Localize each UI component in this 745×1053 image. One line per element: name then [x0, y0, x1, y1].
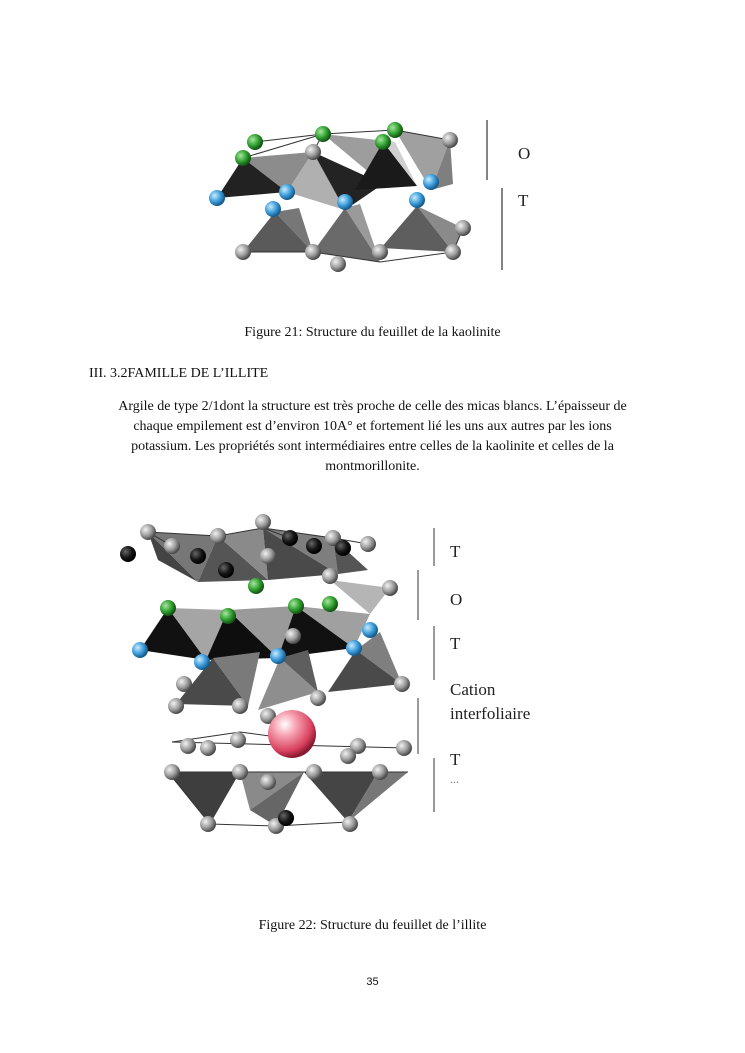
kaolinite-structure-figure	[195, 112, 545, 277]
label-continuation: ...	[450, 772, 459, 786]
label-t-bottom: T	[450, 750, 461, 769]
figure-21-caption: Figure 21: Structure du feuillet de la kaolinite	[244, 325, 501, 340]
paragraph-line: montmorillonite.	[325, 459, 420, 474]
paragraph-line: chaque empilement est d’environ 10A° et fortement lié les uns aux autres par les ions	[133, 419, 612, 434]
interlayer-cation-sphere	[268, 710, 316, 758]
label-interfoliaire: interfoliaire	[450, 704, 531, 723]
label-o-kaolinite: O	[518, 144, 531, 163]
page-number: 35	[366, 976, 379, 988]
paragraph-line: Argile de type 2/1dont la structure est très proche de celle des micas blancs. L’épaisseur de	[118, 399, 627, 414]
label-t-kaolinite: T	[518, 191, 529, 210]
layer-brackets	[418, 528, 434, 812]
label-t-top: T	[450, 542, 461, 561]
label-t-middle: T	[450, 634, 461, 653]
section-heading: III. 3.2FAMILLE DE L’ILLITE	[89, 366, 269, 381]
illite-structure-figure	[118, 510, 478, 840]
figure-22-caption: Figure 22: Structure du feuillet de l’illite	[258, 918, 487, 933]
label-o: O	[450, 590, 463, 609]
label-cation: Cation	[450, 680, 496, 699]
paragraph-line: potassium. Les propriétés sont intermédiaires entre celles de la kaolinite et celles de la	[131, 439, 614, 454]
section-paragraph	[80, 397, 665, 477]
